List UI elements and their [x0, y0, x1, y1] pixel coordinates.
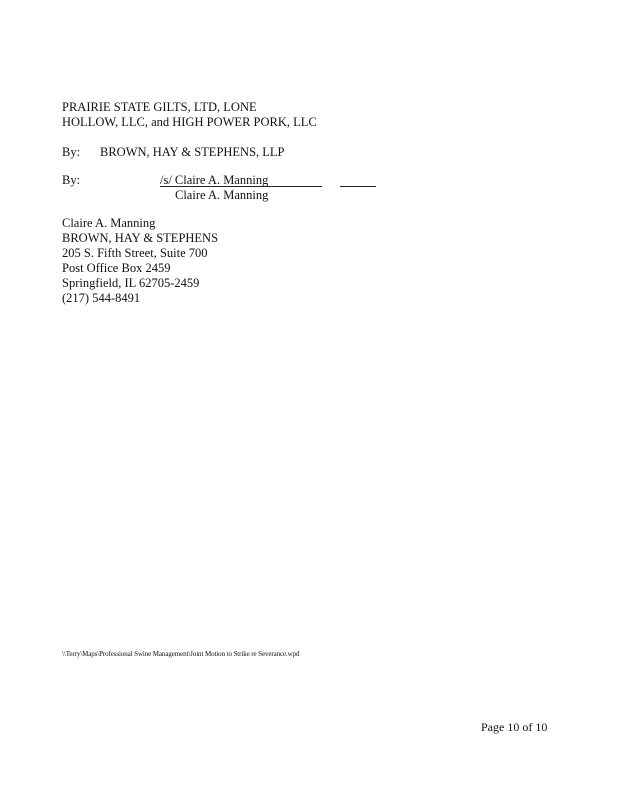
address-firm: BROWN, HAY & STEPHENS — [62, 231, 219, 245]
party-names-line-1: PRAIRIE STATE GILTS, LTD, LONE — [62, 100, 257, 114]
date-underline — [340, 186, 376, 187]
address-po-box: Post Office Box 2459 — [62, 261, 171, 275]
address-phone: (217) 544-8491 — [62, 291, 141, 305]
electronic-signature: /s/ Claire A. Manning — [160, 173, 269, 187]
file-path-footer: \\Terry\Maps\Professional Swine Management\Joint Motion to Strike re Severance.wpd — [62, 650, 300, 658]
signature-by-label: By: — [62, 173, 81, 187]
party-names-line-2: HOLLOW, LLC, and HIGH POWER PORK, LLC — [62, 115, 317, 129]
by-label: By: — [62, 145, 81, 159]
page-number: Page 10 of 10 — [481, 720, 548, 734]
firm-name: BROWN, HAY & STEPHENS, LLP — [100, 145, 285, 159]
address-street: 205 S. Fifth Street, Suite 700 — [62, 246, 208, 260]
address-name: Claire A. Manning — [62, 216, 156, 230]
address-city: Springfield, IL 62705-2459 — [62, 276, 200, 290]
printed-name: Claire A. Manning — [175, 188, 269, 202]
signature-underline — [160, 186, 322, 187]
